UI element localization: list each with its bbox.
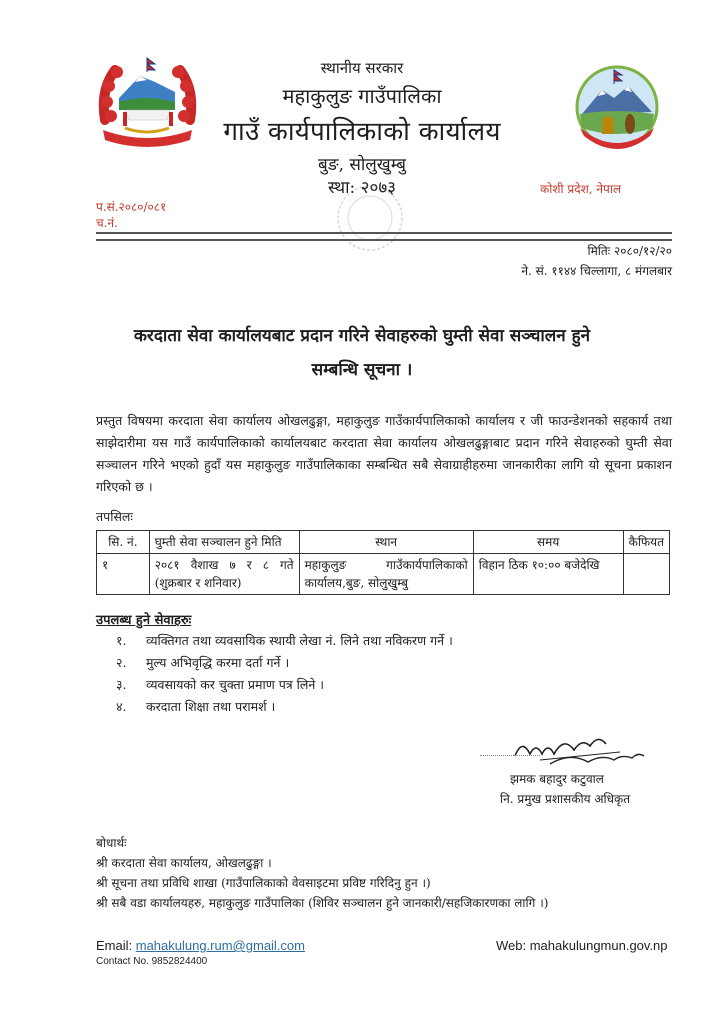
footer-website: Web: mahakulungmun.gov.np [496,938,668,953]
notice-title-line1: करदाता सेवा कार्यालयबाट प्रदान गरिने सेवाहरुको घुम्ती सेवा सञ्चालन हुने [133,326,591,346]
date-nepal-sambat: ने. सं. ११४४ चिल्लागा, ८ मंगलबार [521,264,672,278]
header-divider [96,232,672,241]
list-item [116,696,453,718]
header-remarks: कैफियत [623,531,669,554]
table-header-row [97,531,670,554]
cc-item: श्री सबै वडा कार्यालयहरु, महाकुलुङ गाउँपालिका (शिविर सञ्चालन हुने जानकारी/सहजिकारणका लागि ।) [96,896,549,910]
cell-date: २०८१ वैशाख ७ र ८ गते (शुक्रबार र शनिवार) [149,554,299,595]
list-item-text: व्यक्तिगत तथा व्यवसायिक स्थायी लेखा नं. लिने तथा नविकरण गर्ने । [145,633,453,648]
signatory-designation: नि. प्रमुख प्रशासकीय अधिकृत [500,792,631,806]
header-office-name: गाउँ कार्यपालिकाको कार्यालय [223,117,501,147]
header-location: स्थान [299,531,473,554]
cell-serial: १ [97,554,150,595]
list-item-number: २. [116,655,127,670]
cell-time: विहान ठिक १०:०० बजेदेखि [473,554,623,595]
header-serial: सि. नं. [97,531,150,554]
list-item [116,630,453,652]
list-item-text: करदाता शिक्षा तथा परामर्श । [145,699,276,714]
cell-remarks [623,554,669,595]
services-title: उपलब्ध हुने सेवाहरुः [96,613,192,628]
list-item-text: मुल्य अभिवृद्धि करमा दर्ता गर्ने । [145,655,290,670]
details-label: तपसिलः [96,509,133,524]
list-item-number: १. [116,633,127,648]
email-link[interactable]: mahakulung.rum@gmail.com [135,938,305,953]
office-stamp [320,178,420,278]
list-item-number: ३. [116,677,127,692]
schedule-table [96,530,670,595]
province-label: कोशी प्रदेश, नेपाल [540,182,622,196]
date-bs: मितिः २०८०/१२/२० [587,244,672,258]
list-item-text: व्यवसायको कर चुक्ता प्रमाण पत्र लिने । [145,677,325,692]
notice-body-paragraph: प्रस्तुत विषयमा करदाता सेवा कार्यालय ओखलढुङ्गा, महाकुलुङ गाउँकार्यपालिकाको कार्यालय र जी फाउन्डेशनको सहकार्य तथा साझेदारीमा यस गाउँ कार्यपालिकाको कार्यालयबाट करदाता सेवा कार्यालय ओखलढुङ्गाबाट प्रदान गरिने सेवाहरुको घुम्ती सेवा सञ्चालन गरिने भएको हुदाँ यस महाकुलुङ गाउँपालिकाका सम्बन्धित सबै सेवाग्राहीहरुमा जानकारीका लागि यो सूचना प्रकाशन गरिएको छ । [96,413,672,494]
cc-item: श्री सूचना तथा प्रविधि शाखा (गाउँपालिकाको वेवसाइटमा प्रविष्ट गरिदिनु हुन ।) [96,876,431,890]
signature-line [480,755,540,756]
footer-contact-number: Contact No. 9852824400 [96,956,208,967]
email-label: Email: [96,938,136,953]
table-row [97,554,670,595]
header-time: समय [473,531,623,554]
notice-title-line2: सम्बन्धि सूचना । [311,360,413,380]
list-item [116,652,453,674]
cc-item: श्री करदाता सेवा कार्यालय, ओखलढुङ्गा । [96,856,272,870]
cc-label: बोधार्थः [96,836,127,850]
signatory-name: झमक बहादुर कटुवाल [510,772,604,786]
dispatch-number: च.नं. [96,216,118,230]
header-established: स्था: २०७३ [327,178,397,198]
reference-number: प.सं.२०८०/०८१ [96,200,167,214]
header-municipality-name: महाकुलुङ गाउँपालिका [282,84,442,108]
cell-location: महाकुलुङ गाउँकार्यपालिकाको कार्यालय,बुङ, सोलुखुम्बु [299,554,473,595]
footer-email [96,938,305,953]
cc-section [96,833,548,913]
list-item-number: ४. [116,699,127,714]
header-date: घुम्ती सेवा सञ्चालन हुने मिति [149,531,299,554]
list-item [116,674,453,696]
header-local-government: स्थानीय सरकार [320,59,404,77]
header-address: बुङ, सोलुखुम्बु [318,155,406,175]
services-list [116,630,453,718]
signature-scribble [510,728,650,773]
